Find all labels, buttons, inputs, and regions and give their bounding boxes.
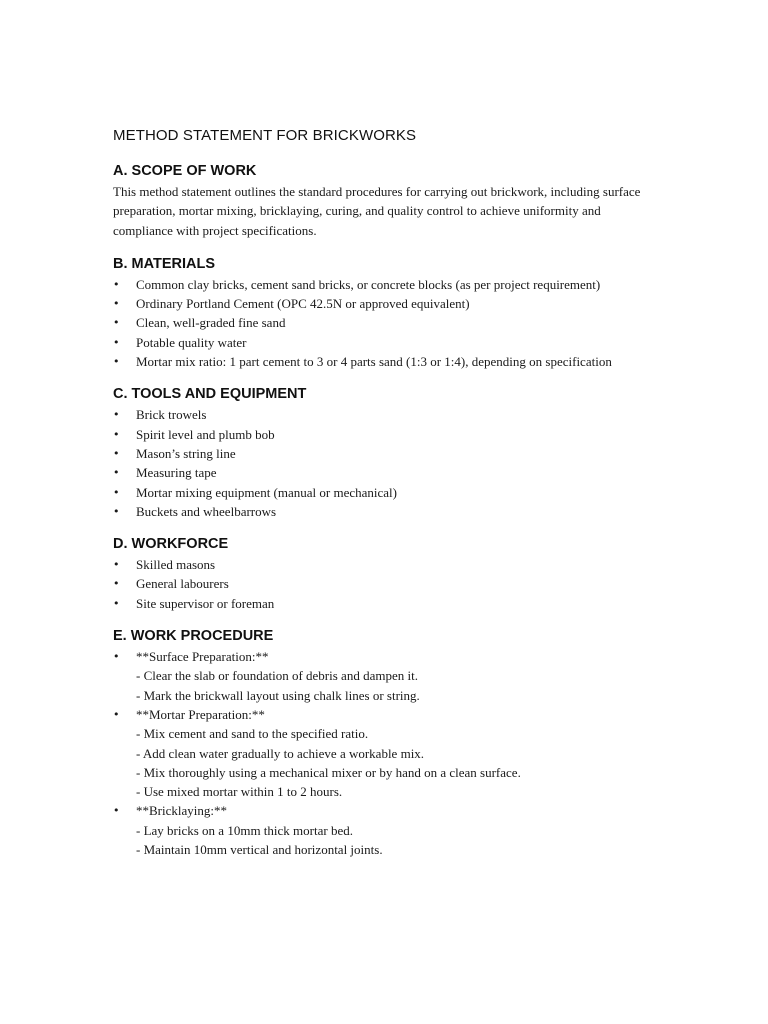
list-item-text: Mortar mixing equipment (manual or mechanical): [136, 484, 397, 500]
list-item: [113, 275, 653, 294]
procedure-list: [113, 647, 653, 859]
list-item-text: Mason’s string line: [136, 445, 236, 461]
list-item-text: Potable quality water: [136, 334, 247, 350]
bullet-icon: •: [113, 504, 120, 518]
bullet-icon: •: [113, 596, 120, 610]
list-item-text: Buckets and wheelbarrows: [136, 503, 277, 519]
step-line: - Lay bricks on a 10mm thick mortar bed.: [136, 822, 353, 838]
list-item: [113, 444, 653, 463]
step-title: **Surface Preparation:**: [136, 649, 269, 665]
section-heading: B. MATERIALS: [113, 255, 216, 272]
section-materials: [113, 253, 653, 371]
list-item-text: Common clay bricks, cement sand bricks, or concrete blocks (as per project requirement): [136, 276, 601, 292]
procedure-step: [113, 647, 653, 705]
list-item-text: Brick trowels: [136, 407, 207, 423]
section-scope-of-work: [113, 160, 653, 240]
step-line: - Clear the slab or foundation of debris and dampen it.: [136, 668, 418, 684]
step-line: - Mark the brickwall layout using chalk lines or string.: [136, 687, 420, 703]
materials-list: [113, 275, 653, 371]
tools-list: [113, 405, 653, 521]
bullet-icon: •: [113, 427, 120, 441]
list-item-text: Site supervisor or foreman: [136, 595, 275, 611]
list-item-text: Spirit level and plumb bob: [136, 426, 275, 442]
step-line: - Mix cement and sand to the specified ratio.: [136, 726, 369, 742]
list-item: [113, 405, 653, 424]
bullet-icon: •: [113, 297, 120, 311]
step-line: - Mix thoroughly using a mechanical mixer or by hand on a clean surface.: [136, 764, 521, 780]
list-item: [113, 333, 653, 352]
list-item-text: General labourers: [136, 576, 229, 592]
document-title: METHOD STATEMENT FOR BRICKWORKS: [113, 127, 417, 144]
bullet-icon: •: [113, 408, 120, 422]
list-item-text: Ordinary Portland Cement (OPC 42.5N or approved equivalent): [136, 296, 470, 312]
list-item: [113, 555, 653, 574]
list-item: [113, 313, 653, 332]
section-heading: E. WORK PROCEDURE: [113, 628, 274, 645]
list-item-text: Clean, well-graded fine sand: [136, 315, 286, 331]
list-item-text: Measuring tape: [136, 465, 217, 481]
list-item: [113, 463, 653, 482]
list-item: [113, 425, 653, 444]
bullet-icon: •: [113, 707, 120, 721]
list-item: [113, 574, 653, 593]
workforce-list: [113, 555, 653, 613]
step-title: **Bricklaying:**: [136, 803, 227, 819]
step-line: - Maintain 10mm vertical and horizontal joints.: [136, 842, 383, 858]
list-item: [113, 294, 653, 313]
step-line: - Use mixed mortar within 1 to 2 hours.: [136, 784, 343, 800]
bullet-icon: •: [113, 335, 120, 349]
bullet-icon: •: [113, 558, 120, 572]
step-title: **Mortar Preparation:**: [136, 706, 265, 722]
bullet-icon: •: [113, 446, 120, 460]
bullet-icon: •: [113, 466, 120, 480]
procedure-step: [113, 705, 653, 801]
bullet-icon: •: [113, 277, 120, 291]
list-item: [113, 483, 653, 502]
procedure-step: [113, 801, 653, 859]
list-item: [113, 594, 653, 613]
bullet-icon: •: [113, 355, 120, 369]
bullet-icon: •: [113, 316, 120, 330]
bullet-icon: •: [113, 577, 120, 591]
list-item-text: Mortar mix ratio: 1 part cement to 3 or 4 parts sand (1:3 or 1:4), depending on specification: [136, 354, 612, 370]
bullet-icon: •: [113, 650, 120, 664]
list-item: [113, 502, 653, 521]
section-heading: C. TOOLS AND EQUIPMENT: [113, 386, 307, 403]
section-work-procedure: [113, 625, 653, 859]
section-heading: D. WORKFORCE: [113, 536, 229, 553]
step-line: - Add clean water gradually to achieve a workable mix.: [136, 745, 425, 761]
section-workforce: [113, 533, 653, 613]
list-item-text: Skilled masons: [136, 557, 216, 573]
section-tools-and-equipment: [113, 383, 653, 521]
list-item: [113, 352, 653, 371]
document-content: [113, 124, 653, 859]
section-heading: A. SCOPE OF WORK: [113, 163, 257, 179]
bullet-icon: •: [113, 485, 120, 499]
bullet-icon: •: [113, 804, 120, 818]
scope-paragraph: This method statement outlines the standard procedures for carrying out brickwork, including surface preparation, mortar mixing, bricklaying, curing, and quality control to achieve uniformity and compliance with project specifications.: [113, 184, 641, 238]
